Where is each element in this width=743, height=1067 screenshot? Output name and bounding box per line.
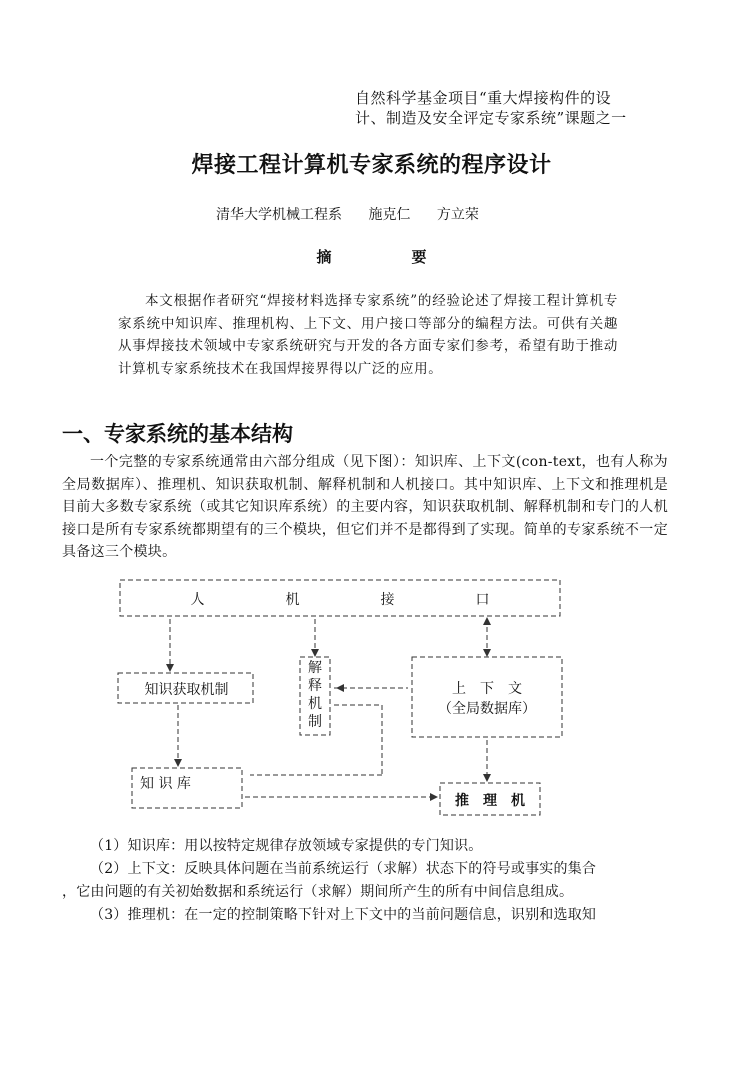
section-1-heading: 一、专家系统的基本结构 [62,421,293,446]
hmi-char-4: 口 [475,592,490,608]
hmi-char-2: 机 [285,592,300,608]
hmi-box [120,589,560,609]
author-line [216,204,501,224]
abstract-heading: 摘要 [316,248,507,266]
knowledge-base-box: 知 识 库 [140,776,191,792]
project-note-line-2: 计、制造及安全评定专家系统”课题之一 [355,109,627,127]
author-2: 方立荣 [436,207,479,223]
paper-title: 焊接工程计算机专家系统的程序设计 [191,152,552,178]
project-note [355,88,655,128]
section-1-paragraph: 一个完整的专家系统通常由六部分组成（见下图）：知识库、上下文(con-text，也有人称为全局数据库）、推理机、知识获取机制、解释机制和人机接口。其中知识库、上下文和推理机是目前大多数专家系统（或其它知识库系统）的主要内容，知识获取机制、解释机制和专门的人机接口是所有专家系统都期望有的三个模块，但它们并不是都得到了实现。简单的专家系统不一定具备这三个模块。 [62,454,668,560]
explanation-char-2: 释 [308,678,322,694]
hmi-char-3: 接 [380,592,395,608]
explanation-char-4: 制 [308,714,322,730]
explanation-char-3: 机 [308,696,322,712]
definition-inference: （3）推理机：在一定的控制策略下针对上下文中的当前问题信息，识别和选取知 [90,907,597,923]
definition-context: （2）上下文：反映具体问题在当前系统运行（求解）状态下的符号或事实的集合 [90,861,597,877]
context-label: 上 下 文 [452,681,522,697]
context-sublabel: （全局数据库） [438,701,536,717]
project-note-line-1: 自然科学基金项目“重大焊接构件的设 [355,89,612,107]
hmi-char-1: 人 [190,592,205,608]
definitions [62,835,668,927]
knowledge-acquisition-box: 知识获取机制 [144,682,229,698]
definition-context-cont: ，它由问题的有关初始数据和系统运行（求解）期间所产生的所有中间信息组成。 [62,884,574,900]
abstract-text: 本文根据作者研究“焊接材料选择专家系统”的经验论述了焊接工程计算机专家系统中知识库、推理机构、上下文、用户接口等部分的编程方法。可供有关趣从事焊接技术领域中专家系统研究与开发的各方面专家们参考，希望有助于推动计算机专家系统技术在我国焊接界得以广泛的应用。 [118,293,618,377]
expert-system-diagram [100,575,580,825]
definition-knowledge-base: （1）知识库：用以按特定规律存放领域专家提供的专门知识。 [90,838,483,854]
explanation-box [300,659,330,731]
author-1: 施克仁 [368,207,411,223]
context-box [412,679,562,719]
inference-box: 推 理 机 [455,793,525,809]
affiliation: 清华大学机械工程系 [216,207,342,223]
explanation-char-1: 解 [308,660,322,676]
